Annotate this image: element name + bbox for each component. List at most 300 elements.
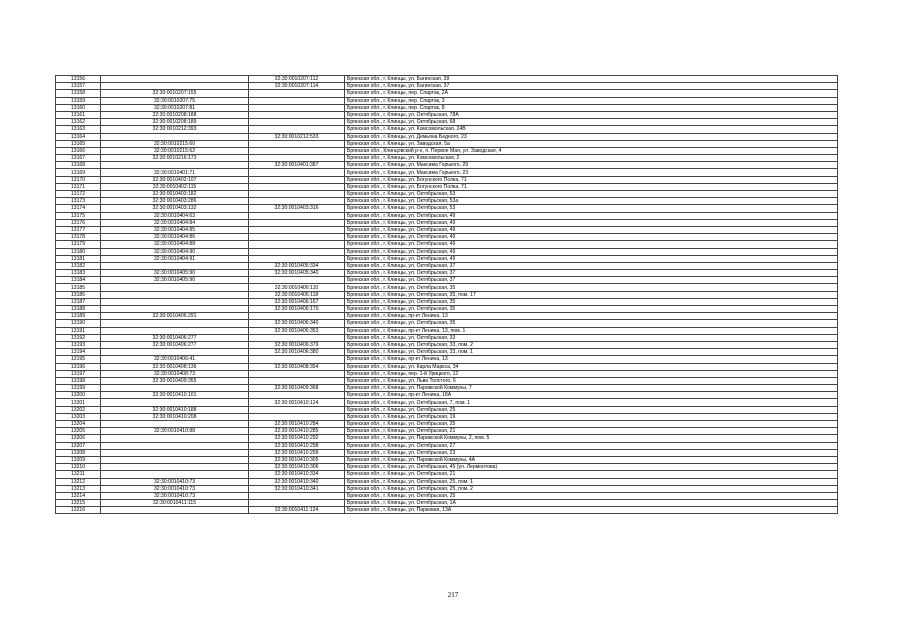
address-cell: Брянская обл., г. Клинцы, ул. Комсомольская, 24В (345, 126, 838, 133)
row-number-cell: 13184 (56, 277, 101, 284)
cadastral-number-cell: 32:30:0010404:85 (101, 226, 249, 233)
address-cell: Брянская обл., г. Клинцы, ул. Октябрьская, 49 (345, 234, 838, 241)
address-cell: Брянская обл., г. Клинцы, ул. Октябрьская, 45 (ул. Лермонтова) (345, 464, 838, 471)
table-row (56, 270, 838, 277)
address-cell: Брянская обл., г. Клинцы, ул. Октябрьская, 33, пом. 1 (345, 349, 838, 356)
cadastral-number-cell: 32:30:0010410:88 (101, 428, 249, 435)
cadastral-number-cell: 32:30:0010406:41 (101, 356, 249, 363)
row-number-cell: 13156 (56, 76, 101, 83)
cadastral-number-cell: 32:30:0010405:90 (101, 277, 249, 284)
address-cell: Брянская обл., г. Клинцы, ул. Октябрьская, 37 (345, 277, 838, 284)
cadastral-number-cell (101, 291, 249, 298)
related-cadastral-number-cell (249, 413, 345, 420)
related-cadastral-number-cell: 32:30:0010406:340 (249, 320, 345, 327)
address-cell: Брянская обл., г. Клинцы, ул. Багинская, 39 (345, 76, 838, 83)
row-number-cell: 13160 (56, 104, 101, 111)
table-row (56, 334, 838, 341)
related-cadastral-number-cell (249, 241, 345, 248)
address-cell: Брянская обл., г. Клинцы, ул. Парижской Коммуны, 2, пом. 5 (345, 435, 838, 442)
related-cadastral-number-cell: 32:30:0010410:340 (249, 478, 345, 485)
address-cell: Брянская обл., г. Клинцы, ул. Багинская, 37 (345, 83, 838, 90)
table-row (56, 385, 838, 392)
cadastral-number-cell: 32:30:0010207:81 (101, 104, 249, 111)
related-cadastral-number-cell: 32:30:0010406:118 (249, 291, 345, 298)
related-cadastral-number-cell: 32:30:0010405:334 (249, 262, 345, 269)
address-cell: Брянская обл., г. Клинцы, пр-кт Ленина, 18А (345, 392, 838, 399)
row-number-cell: 13172 (56, 191, 101, 198)
row-number-cell: 13208 (56, 449, 101, 456)
row-number-cell: 13198 (56, 377, 101, 384)
table-row (56, 356, 838, 363)
cadastral-number-cell: 32:30:0010403:286 (101, 198, 249, 205)
row-number-cell: 13159 (56, 97, 101, 104)
related-cadastral-number-cell (249, 356, 345, 363)
related-cadastral-number-cell (249, 97, 345, 104)
table-row (56, 370, 838, 377)
related-cadastral-number-cell (249, 104, 345, 111)
table-row (56, 277, 838, 284)
related-cadastral-number-cell: 32:30:0010410:284 (249, 421, 345, 428)
related-cadastral-number-cell: 32:30:0010212:533 (249, 133, 345, 140)
related-cadastral-number-cell: 32:30:0010410:334 (249, 471, 345, 478)
address-cell: Брянская обл., г. Клинцы, пр-кт Ленина, 13, пом. 1 (345, 327, 838, 334)
address-cell: Брянская обл., г. Клинцы, ул. Октябрьская, 37 (345, 262, 838, 269)
row-number-cell: 13181 (56, 255, 101, 262)
row-number-cell: 13216 (56, 507, 101, 514)
cadastral-number-cell (101, 320, 249, 327)
table-row (56, 478, 838, 485)
related-cadastral-number-cell (249, 234, 345, 241)
related-cadastral-number-cell (249, 119, 345, 126)
address-cell: Брянская обл., г. Клинцы, ул. Октябрьская, 53а (345, 198, 838, 205)
related-cadastral-number-cell: 32:30:0010410:305 (249, 456, 345, 463)
address-cell: Брянская обл., г. Клинцы, ул. Парижской Коммуны, 7 (345, 385, 838, 392)
row-number-cell: 13176 (56, 219, 101, 226)
table-row (56, 248, 838, 255)
cadastral-number-cell: 32:30:0010403:182 (101, 191, 249, 198)
address-cell: Брянская обл., г. Клинцы, ул. Богунского Полка, 71 (345, 176, 838, 183)
row-number-cell: 13214 (56, 492, 101, 499)
row-number-cell: 13158 (56, 90, 101, 97)
row-number-cell: 13195 (56, 356, 101, 363)
related-cadastral-number-cell (249, 500, 345, 507)
address-cell: Брянская обл., г. Клинцы, ул. Октябрьская, 49 (345, 248, 838, 255)
related-cadastral-number-cell (249, 313, 345, 320)
row-number-cell: 13175 (56, 212, 101, 219)
row-number-cell: 13191 (56, 327, 101, 334)
row-number-cell: 13204 (56, 421, 101, 428)
related-cadastral-number-cell (249, 248, 345, 255)
page-number: 217 (447, 591, 459, 599)
table-row (56, 212, 838, 219)
table-row (56, 219, 838, 226)
address-cell: Брянская обл., г. Клинцы, пер. Спартак, 8 (345, 104, 838, 111)
row-number-cell: 13162 (56, 119, 101, 126)
row-number-cell: 13212 (56, 478, 101, 485)
row-number-cell: 13183 (56, 270, 101, 277)
row-number-cell: 13166 (56, 147, 101, 154)
address-cell: Брянская обл., г. Клинцы, пер. 1-й Урицкого, 12 (345, 370, 838, 377)
related-cadastral-number-cell: 32:30:0010207:114 (249, 83, 345, 90)
address-cell: Брянская обл., г. Клинцы, ул. Льва Толстого, 6 (345, 377, 838, 384)
related-cadastral-number-cell: 32:30:0010403:316 (249, 205, 345, 212)
table-row (56, 471, 838, 478)
row-number-cell: 13200 (56, 392, 101, 399)
table-row (56, 176, 838, 183)
table-row (56, 226, 838, 233)
cadastral-number-cell (101, 421, 249, 428)
cadastral-number-cell: 32:30:0010208:189 (101, 119, 249, 126)
row-number-cell: 13197 (56, 370, 101, 377)
row-number-cell: 13177 (56, 226, 101, 233)
cadastral-number-cell (101, 471, 249, 478)
table-row (56, 421, 838, 428)
address-cell: Брянская обл., г. Клинцы, ул. Октябрьская, 68 (345, 119, 838, 126)
row-number-cell: 13192 (56, 334, 101, 341)
cadastral-number-cell (101, 507, 249, 514)
cadastral-number-cell: 32:30:0010403:132 (101, 205, 249, 212)
table-row (56, 205, 838, 212)
cadastral-number-cell: 32:30:0010409:355 (101, 377, 249, 384)
row-number-cell: 13185 (56, 284, 101, 291)
table-row (56, 306, 838, 313)
row-number-cell: 13211 (56, 471, 101, 478)
table-row (56, 284, 838, 291)
table-row (56, 155, 838, 162)
table-row (56, 313, 838, 320)
table-row (56, 241, 838, 248)
table-row (56, 500, 838, 507)
related-cadastral-number-cell: 32:30:0010406:379 (249, 341, 345, 348)
cadastral-number-cell: 32:30:0010410:101 (101, 392, 249, 399)
cadastral-number-cell: 32:30:0010410:208 (101, 413, 249, 420)
row-number-cell: 13206 (56, 435, 101, 442)
related-cadastral-number-cell (249, 377, 345, 384)
address-cell: Брянская обл., г. Клинцы, ул. Октябрьская, 35 (345, 320, 838, 327)
related-cadastral-number-cell: 32:30:0010406:380 (249, 349, 345, 356)
related-cadastral-number-cell: 32:30:0010408:354 (249, 363, 345, 370)
table-row (56, 140, 838, 147)
related-cadastral-number-cell: 32:30:0010411:124 (249, 507, 345, 514)
address-cell: Брянская обл., г. Клинцы, ул. Октябрьская, 35 (345, 284, 838, 291)
table-row (56, 456, 838, 463)
table-row (56, 464, 838, 471)
row-number-cell: 13203 (56, 413, 101, 420)
related-cadastral-number-cell: 32:30:0010410:124 (249, 399, 345, 406)
related-cadastral-number-cell: 32:30:0010410:306 (249, 464, 345, 471)
table-row (56, 435, 838, 442)
row-number-cell: 13182 (56, 262, 101, 269)
row-number-cell: 13189 (56, 313, 101, 320)
table-row (56, 133, 838, 140)
table-row (56, 291, 838, 298)
address-cell: Брянская обл., г. Клинцы, ул. Октябрьская, 1А (345, 500, 838, 507)
row-number-cell: 13164 (56, 133, 101, 140)
row-number-cell: 13202 (56, 406, 101, 413)
cadastral-number-cell: 32:30:0010404:90 (101, 248, 249, 255)
address-cell: Брянская обл., г. Клинцы, ул. Октябрьская, 35 (345, 306, 838, 313)
related-cadastral-number-cell: 32:30:0010410:298 (249, 442, 345, 449)
cadastral-number-cell: 32:30:0010216:173 (101, 155, 249, 162)
address-cell: Брянская обл., г. Клинцы, ул. Богунского Полка, 71 (345, 183, 838, 190)
cadastral-number-cell (101, 306, 249, 313)
table-row (56, 162, 838, 169)
cadastral-number-cell (101, 76, 249, 83)
related-cadastral-number-cell: 32:30:0010406:353 (249, 327, 345, 334)
related-cadastral-number-cell: 32:30:0010405:340 (249, 270, 345, 277)
address-cell: Брянская обл., г. Клинцы, ул. Парижской Коммуны, 4А (345, 456, 838, 463)
related-cadastral-number-cell (249, 406, 345, 413)
cadastral-number-cell: 32:30:0010404:91 (101, 255, 249, 262)
table-row (56, 363, 838, 370)
cadastral-number-cell: 32:30:0010215:62 (101, 147, 249, 154)
related-cadastral-number-cell: 32:30:0010409:368 (249, 385, 345, 392)
row-number-cell: 13179 (56, 241, 101, 248)
row-number-cell: 13187 (56, 298, 101, 305)
address-cell: Брянская обл., г. Клинцы, ул. Октябрьская, 78А (345, 111, 838, 118)
table-row (56, 449, 838, 456)
cadastral-number-cell (101, 456, 249, 463)
address-cell: Брянская обл., г. Клинцы, ул. Максима Горького, 29 (345, 162, 838, 169)
address-cell: Брянская обл., г. Клинцы, ул. Комсомольская, 2 (345, 155, 838, 162)
address-cell: Брянская обл., г. Клинцы, ул. Октябрьская, 27 (345, 442, 838, 449)
related-cadastral-number-cell: 32:30:0010207:112 (249, 76, 345, 83)
address-cell: Брянская обл., г. Клинцы, пер. Спартак, 3 (345, 97, 838, 104)
row-number-cell: 13157 (56, 83, 101, 90)
row-number-cell: 13186 (56, 291, 101, 298)
row-number-cell: 13163 (56, 126, 101, 133)
cadastral-number-cell: 32:30:0010402:115 (101, 183, 249, 190)
address-cell: Брянская обл., г. Клинцы, ул. Октябрьская, 25, пом. 1 (345, 478, 838, 485)
related-cadastral-number-cell (249, 90, 345, 97)
cadastral-number-cell (101, 349, 249, 356)
row-number-cell: 13171 (56, 183, 101, 190)
address-cell: Брянская обл., г. Клинцы, пер. Спартак, 2А (345, 90, 838, 97)
related-cadastral-number-cell (249, 147, 345, 154)
related-cadastral-number-cell (249, 392, 345, 399)
table-row (56, 399, 838, 406)
cadastral-number-cell: 32:30:0010404:63 (101, 212, 249, 219)
cadastral-number-cell (101, 399, 249, 406)
related-cadastral-number-cell: 32:30:0010410:341 (249, 485, 345, 492)
address-cell: Брянская обл., г. Клинцы, пр-кт Ленина, 13 (345, 356, 838, 363)
address-cell: Брянская обл., г. Клинцы, ул. Максима Горького, 23 (345, 169, 838, 176)
row-number-cell: 13194 (56, 349, 101, 356)
related-cadastral-number-cell: 32:30:0010406:170 (249, 306, 345, 313)
address-cell: Брянская обл., г. Клинцы, ул. Октябрьская, 25, пом. 2 (345, 485, 838, 492)
table-row (56, 234, 838, 241)
related-cadastral-number-cell (249, 126, 345, 133)
address-cell: Брянская обл., г. Клинцы, ул. Октябрьская, 49 (345, 219, 838, 226)
address-cell: Брянская обл., г. Клинцы, пр-кт Ленина, 13 (345, 313, 838, 320)
table-row (56, 104, 838, 111)
row-number-cell: 13207 (56, 442, 101, 449)
address-cell: Брянская обл., г. Клинцы, ул. Октябрьская, 21 (345, 428, 838, 435)
cadastral-number-cell (101, 327, 249, 334)
cadastral-number-cell: 32:30:0010402:107 (101, 176, 249, 183)
table-row (56, 349, 838, 356)
row-number-cell: 13180 (56, 248, 101, 255)
cadastral-number-cell: 32:30:0010408:73 (101, 370, 249, 377)
related-cadastral-number-cell (249, 198, 345, 205)
address-cell: Брянская обл., г. Клинцы, ул. Октябрьская, 49 (345, 255, 838, 262)
row-number-cell: 13168 (56, 162, 101, 169)
cadastral-number-cell (101, 442, 249, 449)
table-row (56, 191, 838, 198)
row-number-cell: 13167 (56, 155, 101, 162)
related-cadastral-number-cell (249, 212, 345, 219)
address-cell: Брянская обл., г. Клинцы, ул. Октябрьская, 33, пом. 2 (345, 341, 838, 348)
table-row (56, 507, 838, 514)
row-number-cell: 13193 (56, 341, 101, 348)
registry-table-body (56, 76, 838, 514)
cadastral-number-cell: 32:30:0010406:291 (101, 313, 249, 320)
related-cadastral-number-cell (249, 226, 345, 233)
table-row (56, 392, 838, 399)
address-cell: Брянская обл., г. Клинцы, ул. Октябрьская, 53 (345, 191, 838, 198)
table-row (56, 119, 838, 126)
related-cadastral-number-cell (249, 191, 345, 198)
address-cell: Брянская обл., г. Клинцы, ул. Октябрьская, 25 (345, 492, 838, 499)
address-cell: Брянская обл., г. Клинцы, ул. Октябрьская, 21 (345, 471, 838, 478)
address-cell: Брянская обл., г. Клинцы, ул. Октябрьская, 7, пом. 1 (345, 399, 838, 406)
table-row (56, 377, 838, 384)
cadastral-number-cell: 32:30:0010405:90 (101, 270, 249, 277)
table-row (56, 492, 838, 499)
cadastral-number-cell (101, 449, 249, 456)
cadastral-number-cell: 32:30:0010404:84 (101, 219, 249, 226)
cadastral-number-cell (101, 435, 249, 442)
cadastral-number-cell: 32:30:0010410:188 (101, 406, 249, 413)
cadastral-number-cell: 32:30:0010410:73 (101, 492, 249, 499)
table-row (56, 90, 838, 97)
row-number-cell: 13170 (56, 176, 101, 183)
cadastral-number-cell (101, 464, 249, 471)
table-row (56, 83, 838, 90)
address-cell: Брянская обл., г. Клинцы, ул. Октябрьская, 35 (345, 298, 838, 305)
address-cell: Брянская обл., г. Клинцы, ул. Октябрьская, 37 (345, 270, 838, 277)
table-row (56, 97, 838, 104)
cadastral-number-cell: 32:30:0010410:73 (101, 478, 249, 485)
related-cadastral-number-cell: 32:30:0010410:292 (249, 435, 345, 442)
related-cadastral-number-cell: 32:30:0010410:285 (249, 428, 345, 435)
related-cadastral-number-cell (249, 176, 345, 183)
table-row (56, 169, 838, 176)
related-cadastral-number-cell (249, 183, 345, 190)
cadastral-number-cell: 32:30:0010406:277 (101, 334, 249, 341)
address-cell: Брянская обл., Клинцовский р-н, п. Первое Мая, ул. Заводская, 4 (345, 147, 838, 154)
cadastral-number-cell: 32:30:0010212:393 (101, 126, 249, 133)
address-cell: Брянская обл., г. Клинцы, ул. Заводская, 5а (345, 140, 838, 147)
address-cell: Брянская обл., г. Клинцы, ул. Карла Маркса, 34 (345, 363, 838, 370)
row-number-cell: 13205 (56, 428, 101, 435)
table-row (56, 126, 838, 133)
related-cadastral-number-cell: 32:30:0010406:110 (249, 284, 345, 291)
cadastral-number-cell: 32:30:0010410:73 (101, 485, 249, 492)
row-number-cell: 13173 (56, 198, 101, 205)
row-number-cell: 13190 (56, 320, 101, 327)
address-cell: Брянская обл., г. Клинцы, ул. Октябрьская, 25 (345, 406, 838, 413)
cadastral-number-cell: 32:30:0010207:75 (101, 97, 249, 104)
cadastral-number-cell (101, 262, 249, 269)
cadastral-number-cell: 32:30:0010404:88 (101, 241, 249, 248)
table-row (56, 255, 838, 262)
related-cadastral-number-cell (249, 155, 345, 162)
address-cell: Брянская обл., г. Клинцы, ул. Октябрьская, 53 (345, 205, 838, 212)
address-cell: Брянская обл., г. Клинцы, ул. Октябрьская, 49 (345, 212, 838, 219)
address-cell: Брянская обл., г. Клинцы, ул. Октябрьская, 33 (345, 334, 838, 341)
table-row (56, 76, 838, 83)
row-number-cell: 13201 (56, 399, 101, 406)
table-row (56, 406, 838, 413)
table-row (56, 262, 838, 269)
cadastral-number-cell: 32:30:0010208:188 (101, 111, 249, 118)
related-cadastral-number-cell (249, 140, 345, 147)
cadastral-number-cell (101, 284, 249, 291)
related-cadastral-number-cell (249, 370, 345, 377)
related-cadastral-number-cell (249, 255, 345, 262)
row-number-cell: 13169 (56, 169, 101, 176)
table-row (56, 413, 838, 420)
row-number-cell: 13215 (56, 500, 101, 507)
cadastral-number-cell: 32:30:0010215:60 (101, 140, 249, 147)
cadastral-number-cell: 32:30:0010408:136 (101, 363, 249, 370)
row-number-cell: 13165 (56, 140, 101, 147)
table-row (56, 327, 838, 334)
table-row (56, 183, 838, 190)
table-row (56, 198, 838, 205)
related-cadastral-number-cell (249, 492, 345, 499)
cadastral-number-cell: 32:30:0010404:86 (101, 234, 249, 241)
related-cadastral-number-cell (249, 277, 345, 284)
cadastral-number-cell (101, 162, 249, 169)
table-row (56, 341, 838, 348)
row-number-cell: 13161 (56, 111, 101, 118)
address-cell: Брянская обл., г. Клинцы, ул. Октябрьская, 49 (345, 241, 838, 248)
address-cell: Брянская обл., г. Клинцы, ул. Демьяна Бедного, 23 (345, 133, 838, 140)
table-row (56, 111, 838, 118)
cadastral-number-cell: 32:30:0010411:115 (101, 500, 249, 507)
cadastral-number-cell: 32:30:0010406:277 (101, 341, 249, 348)
cadastral-number-cell (101, 83, 249, 90)
cadastral-registry-table (55, 75, 838, 514)
related-cadastral-number-cell (249, 169, 345, 176)
cadastral-number-cell (101, 298, 249, 305)
address-cell: Брянская обл., г. Клинцы, ул. Октябрьская, 25 (345, 421, 838, 428)
row-number-cell: 13178 (56, 234, 101, 241)
cadastral-number-cell: 32:30:0010401:71 (101, 169, 249, 176)
related-cadastral-number-cell: 32:30:0010410:299 (249, 449, 345, 456)
address-cell: Брянская обл., г. Клинцы, ул. Октябрьская, 35, пом. 17 (345, 291, 838, 298)
table-row (56, 298, 838, 305)
row-number-cell: 13196 (56, 363, 101, 370)
row-number-cell: 13174 (56, 205, 101, 212)
related-cadastral-number-cell (249, 219, 345, 226)
related-cadastral-number-cell: 32:30:0010406:167 (249, 298, 345, 305)
row-number-cell: 13213 (56, 485, 101, 492)
row-number-cell: 13199 (56, 385, 101, 392)
cadastral-number-cell (101, 133, 249, 140)
table-row (56, 428, 838, 435)
address-cell: Брянская обл., г. Клинцы, ул. Октябрьская, 19 (345, 413, 838, 420)
row-number-cell: 13209 (56, 456, 101, 463)
table-row (56, 320, 838, 327)
cadastral-number-cell (101, 385, 249, 392)
table-row (56, 147, 838, 154)
related-cadastral-number-cell (249, 334, 345, 341)
address-cell: Брянская обл., г. Клинцы, ул. Октябрьская, 23 (345, 449, 838, 456)
address-cell: Брянская обл., г. Клинцы, ул. Парковая, 13А (345, 507, 838, 514)
